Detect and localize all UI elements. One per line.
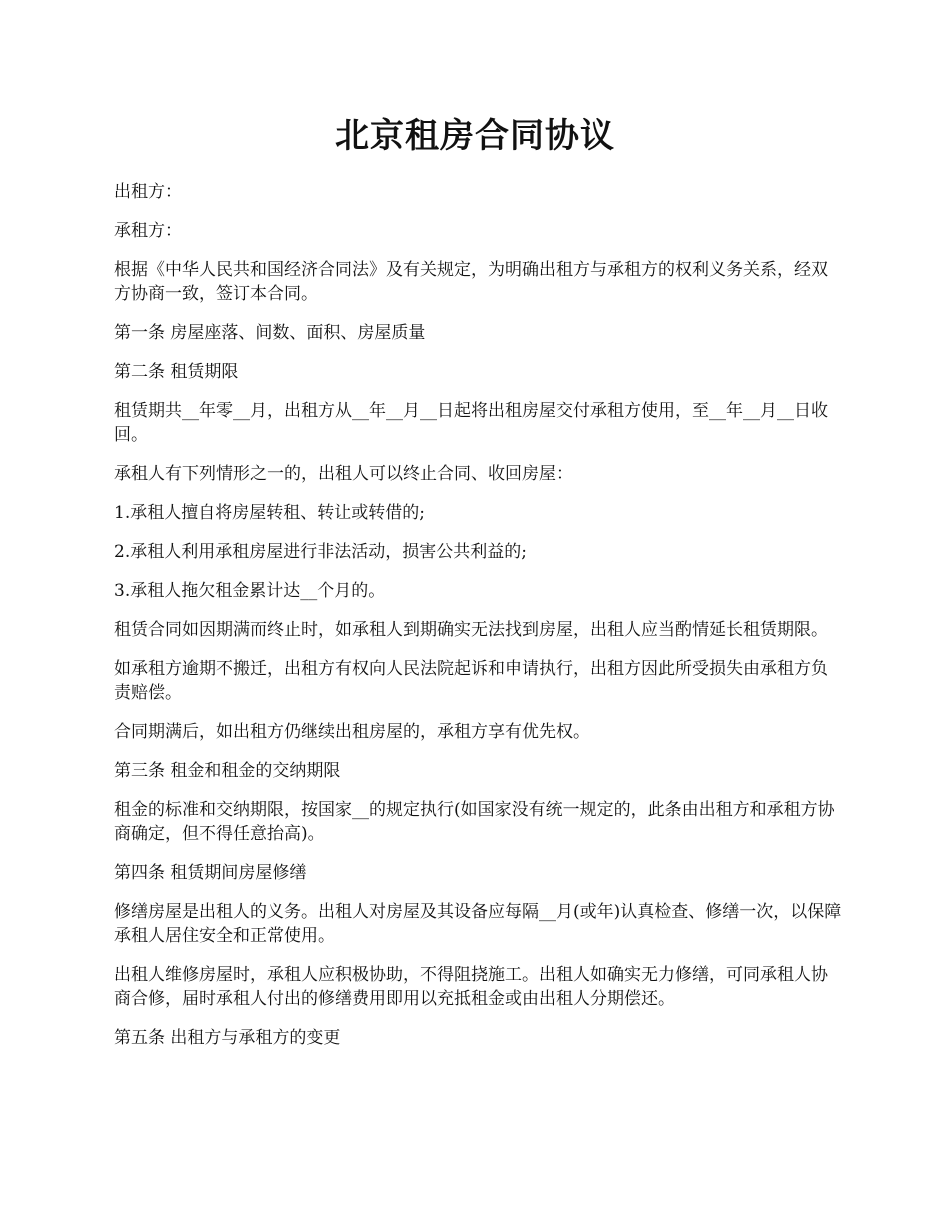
article-4-heading: 第四条 租赁期间房屋修缮 — [114, 863, 307, 883]
article-3-heading: 第三条 租金和租金的交纳期限 — [114, 761, 341, 781]
lease-term-paragraph: 租赁期共__年零__月，出租方从__年__月__日起将出租房屋交付承租方使用，至__年__月__日收回。 — [114, 401, 828, 445]
rent-standard-paragraph: 租金的标准和交纳期限，按国家__的规定执行(如国家没有统一规定的，此条由出租方和承租方协商确定，但不得任意抬高)。 — [114, 800, 835, 844]
preamble-paragraph: 根据《中华人民共和国经济合同法》及有关规定，为明确出租方与承租方的权利义务关系，经双方协商一致，签订本合同。 — [114, 260, 828, 304]
article-1-heading: 第一条 房屋座落、间数、面积、房屋质量 — [114, 323, 426, 343]
lessor-line: 出租方： — [114, 182, 182, 202]
termination-condition-2: 2.承租人利用承租房屋进行非法活动，损害公共利益的; — [114, 542, 527, 562]
lessee-line: 承租方： — [114, 221, 182, 241]
repair-cooperation-paragraph: 出租人维修房屋时，承租人应积极协助，不得阻挠施工。出租人如确实无力修缮，可同承租人协商合修，届时承租人付出的修缮费用即用以充抵租金或由出租人分期偿还。 — [114, 965, 828, 1009]
priority-paragraph: 合同期满后，如出租方仍继续出租房屋的，承租方享有优先权。 — [114, 722, 590, 742]
eviction-paragraph: 如承租方逾期不搬迁，出租方有权向人民法院起诉和申请执行，出租方因此所受损失由承租方负责赔偿。 — [114, 659, 828, 703]
document-title: 北京租房合同协议 — [335, 116, 615, 156]
termination-condition-1: 1.承租人擅自将房屋转租、转让或转借的; — [114, 503, 425, 523]
repair-duty-paragraph: 修缮房屋是出租人的义务。出租人对房屋及其设备应每隔__月(或年)认真检查、修缮一次，以保障承租人居住安全和正常使用。 — [114, 902, 842, 946]
extension-paragraph: 租赁合同如因期满而终止时，如承租人到期确实无法找到房屋，出租人应当酌情延长租赁期限。 — [114, 620, 828, 640]
termination-conditions-intro: 承租人有下列情形之一的，出租人可以终止合同、收回房屋： — [114, 464, 573, 484]
termination-condition-3: 3.承租人拖欠租金累计达__个月的。 — [114, 581, 386, 601]
document-body — [114, 180, 842, 1065]
article-2-heading: 第二条 租赁期限 — [114, 362, 239, 382]
article-5-heading: 第五条 出租方与承租方的变更 — [114, 1028, 341, 1048]
